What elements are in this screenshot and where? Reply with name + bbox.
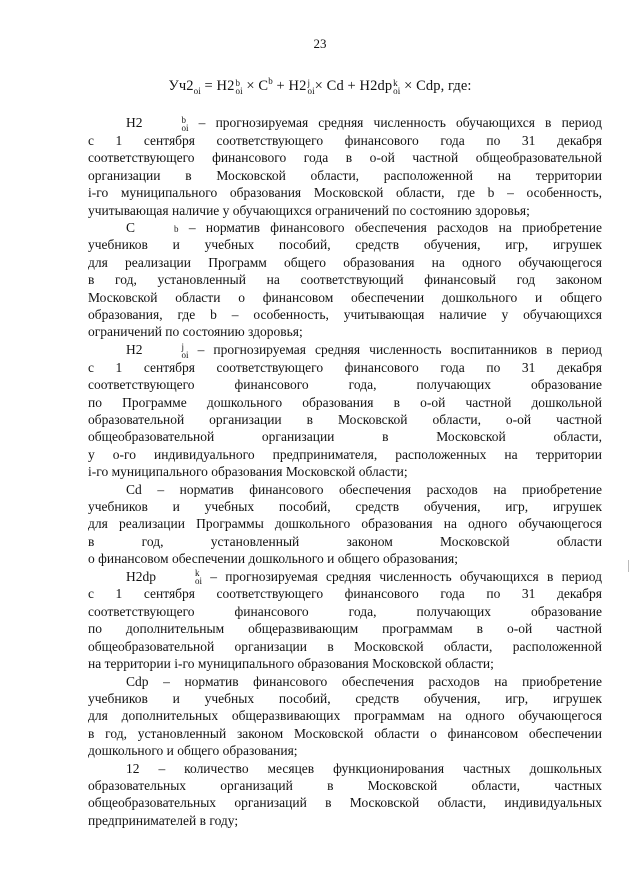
formula-term-2: Н2 j oi	[288, 77, 315, 96]
text-line: с 1 сентября соответствующего финансового года по 31 декабря	[88, 132, 602, 148]
text-line: образования, где b – особенность, учитывающая наличие у обучающихся	[88, 306, 602, 322]
text-line: 12 – количество месяцев функционирования частных дошкольных	[126, 760, 603, 776]
text-line: у о-го индивидуального предпринимателя, расположенных на территории	[88, 446, 602, 462]
defined-term: Cd	[126, 481, 142, 497]
text-line: с 1 сентября соответствующего финансового года по 31 декабря	[88, 586, 602, 602]
text-line: образовательных организаций в Московской области, частных	[88, 777, 602, 793]
defined-term: H2dp k oi	[126, 568, 203, 587]
text-line: C b – норматив финансового обеспечения расходов на приобретение	[126, 219, 602, 235]
page-number: 23	[313, 36, 327, 51]
text-line: общеобразовательной организации в Московской области,	[88, 429, 602, 445]
definition-paragraph	[88, 341, 602, 481]
text-line: образовательной организации в Московской области, о-ой частной	[88, 411, 602, 427]
text-line: Н2 j oi – прогнозируемая средняя численность воспитанников в период	[126, 341, 602, 360]
text-line: в год, установленный законом Московской области	[88, 533, 602, 549]
text-line: организации в Московской области, расположенной на территории	[88, 167, 602, 183]
text-line: соответствующего финансового года, получающих образование	[88, 603, 602, 619]
text-line: учебников и учебных пособий, средств обучения, игр, игрушек	[88, 690, 602, 706]
defined-term: Н2 j oi	[126, 341, 189, 360]
definition-paragraph	[88, 673, 602, 760]
definition-paragraph	[88, 568, 602, 673]
text-line: общеобразовательной организации в Московской области, расположенной	[88, 638, 602, 654]
formula-lhs: $Уч2_{oi}$	[168, 77, 201, 96]
formula-coef-3: × Cdp, где:	[404, 77, 472, 94]
defined-term: 12	[126, 760, 140, 776]
text-line: учебников и учебных пособий, средств обучения, игр, игрушек	[88, 237, 602, 253]
text-line: для реализации Программы дошкольного образования на одного обучающегося	[88, 516, 602, 532]
text-line: о финансовом обеспечении дошкольного и общего образования;	[88, 551, 458, 567]
definition-paragraph	[88, 219, 602, 341]
text-line: по дополнительным общеразвивающим программам в о-ой частной	[88, 621, 602, 637]
text-line: соответствующего финансового года в о-ой частной общеобразовательной	[88, 150, 602, 166]
formula-coef-2: × Cd	[314, 77, 344, 94]
text-line: ограничений по состоянию здоровья;	[88, 324, 303, 340]
defined-term: Cdp	[126, 673, 149, 689]
text-line: Cd – норматив финансового обеспечения расходов на приобретение	[126, 481, 602, 497]
body-text	[88, 114, 602, 829]
scan-mark	[628, 560, 629, 572]
text-line: в год, установленный законом Московской области о финансовом обеспечении	[88, 725, 602, 741]
definition-paragraph	[88, 114, 602, 219]
formula-coef-1: × $C^b$	[246, 76, 273, 94]
text-line: для дополнительных общеразвивающих программам на одного обучающегося	[88, 708, 602, 724]
text-line: дошкольного и общего образования;	[88, 743, 298, 759]
text-line: учитывающая наличие у обучающихся ограничений по состоянию здоровья;	[88, 202, 530, 218]
defined-term: C b	[126, 219, 179, 235]
text-line: i-го муниципального образования Московской области, где b – особенность,	[88, 185, 602, 201]
definition-paragraph	[88, 760, 602, 830]
text-line: общеобразовательных организаций в Московской области, индивидуальных	[88, 795, 602, 811]
formula: $Уч2_{oi} = Н2$ b oi × $C^b + Н2$ j oi × Cd + H2dp k oi × Cdp, где:	[168, 76, 472, 96]
text-line: H2dp k oi – прогнозируемая средняя численность обучающихся в период	[126, 568, 603, 587]
text-line: i-го муниципального образования Московской области;	[88, 464, 408, 480]
text-line: на территории i-го муниципального образования Московской области;	[88, 656, 494, 672]
definition-paragraph	[88, 481, 602, 568]
text-line: в год, установленный на соответствующий финансовый год законом	[88, 272, 602, 288]
text-line: по Программе дошкольного образования в о-ой частной дошкольной	[88, 394, 602, 410]
text-line: учебников и учебных пособий, средств обучения, игр, игрушек	[88, 498, 602, 514]
text-line: Московской области о финансовом обеспечении дошкольного и общего	[88, 289, 602, 305]
text-line: с 1 сентября соответствующего финансового года по 31 декабря	[88, 359, 602, 375]
text-line: предпринимателей в году;	[88, 812, 239, 828]
formula-term-3: H2dp k oi	[359, 77, 401, 96]
formula-term-1: Н2 b oi	[216, 77, 243, 96]
defined-term: Н2 b oi	[126, 114, 189, 133]
text-line: Cdp – норматив финансового обеспечения расходов на приобретение	[126, 673, 602, 689]
text-line: для реализации Программ общего образования на одного обучающегося	[88, 254, 602, 270]
text-line: соответствующего финансового года, получающих образование	[88, 377, 602, 393]
text-line: Н2 b oi – прогнозируемая средняя численность обучающихся в период	[126, 114, 603, 133]
